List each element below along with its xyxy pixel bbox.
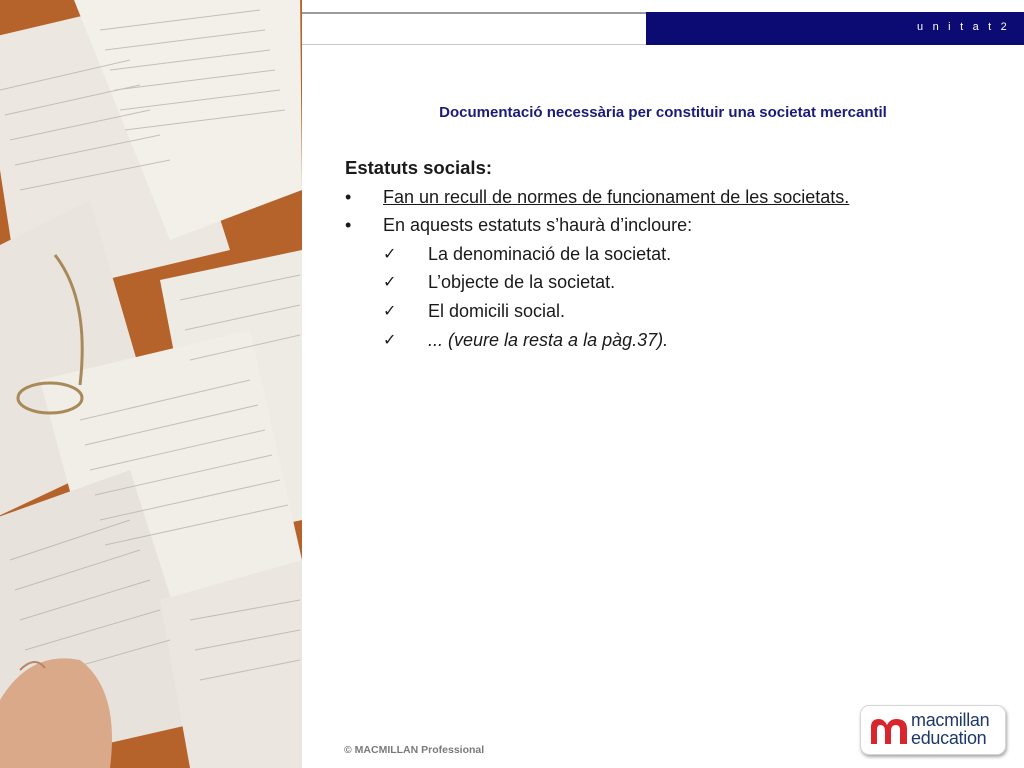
logo-line-1: macmillan [911, 710, 990, 730]
checkmark-icon: ✓ [383, 272, 397, 292]
bullet-item [345, 211, 1005, 240]
slide-title: Documentació necessària per constituir una societat mercantil [439, 104, 887, 121]
bullet-text: En aquests estatuts s’haurà d’incloure: [383, 215, 693, 236]
logo-line-2: education [911, 728, 987, 748]
checklist-item [345, 297, 1005, 326]
desk-papers-illustration [0, 0, 302, 768]
desk-papers-photo [0, 0, 302, 768]
checkmark-icon: ✓ [383, 300, 397, 320]
checklist-item [345, 240, 1005, 269]
bullet-marker: • [345, 215, 352, 236]
slide-content [345, 154, 1005, 354]
checklist-text: El domicili social. [428, 300, 566, 321]
unit-band [646, 12, 1024, 45]
logo-wordmark [911, 711, 989, 747]
header-bar [302, 12, 646, 45]
bullet-marker: • [345, 186, 352, 207]
copyright-notice: © MACMILLAN Professional [344, 744, 485, 756]
checklist-item [345, 326, 1005, 355]
section-heading: Estatuts socials: [345, 157, 493, 178]
unit-label: u n i t a t 2 [917, 21, 1010, 33]
checkmark-icon: ✓ [383, 329, 397, 349]
checklist-text: L’objecte de la societat. [428, 272, 616, 293]
bullet-link-text[interactable]: Fan un recull de normes de funcionament de les societats. [383, 186, 850, 207]
macmillan-m-icon [870, 715, 908, 745]
checklist-text: ... (veure la resta a la pàg.37). [428, 329, 669, 350]
checklist-text: La denominació de la societat. [428, 243, 672, 264]
checklist-item [345, 268, 1005, 297]
checkmark-icon: ✓ [383, 243, 397, 263]
macmillan-education-logo [860, 705, 1006, 755]
bullet-item [345, 183, 1005, 212]
